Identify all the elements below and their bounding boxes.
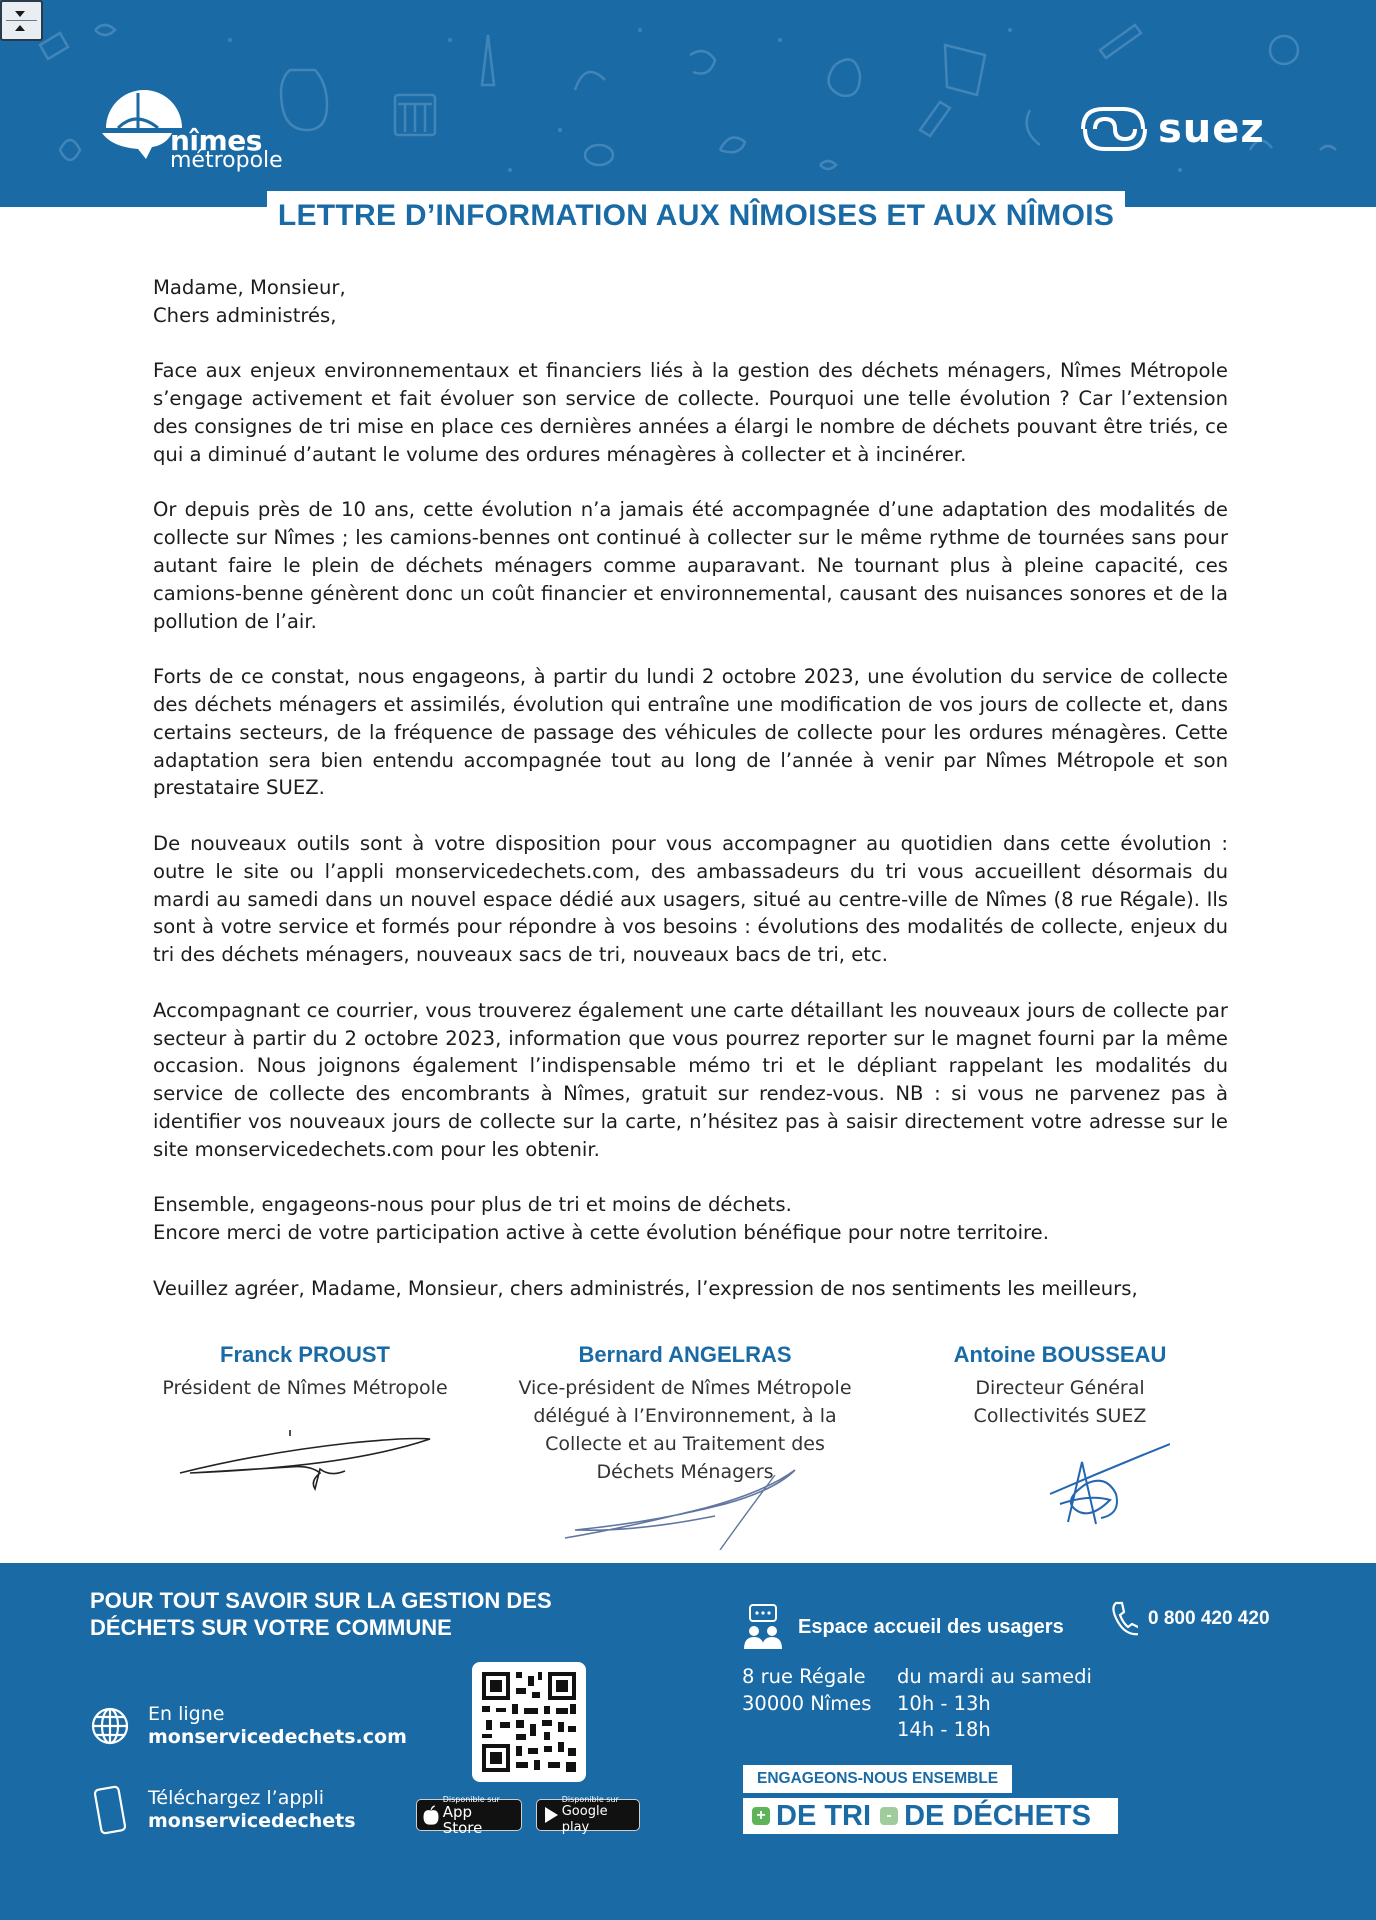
online-label: En ligne: [148, 1703, 225, 1725]
signature-angelras: [560, 1450, 820, 1550]
paragraph-5: Accompagnant ce courrier, vous trouverez également une carte détaillant les nouveaux jours de collecte par secteur à partir du 2 octobre 2023, information que vous pourrez reporter sur le magnet fourni par la même occasion. Nous joignons également l’indispensable mémo tri et le dépliant rappelant les modalités du service de collecte des encombrants à Nîmes, gratuit sur rendez-vous. NB : si vous ne parvenez pas à identifier vos nouveaux jours de collecte sur la carte, n’hésitez pas à saisir directement votre adresse sur le site monservicedechets.com pour les obtenir.: [153, 998, 1228, 1161]
footer-headline: POUR TOUT SAVOIR SUR LA GESTION DES DÉCHETS SUR VOTRE COMMUNE: [90, 1588, 552, 1640]
globe-icon: [90, 1706, 130, 1746]
signatory-name: Franck PROUST: [220, 1342, 390, 1367]
header-banner: [0, 0, 1376, 207]
qr-code[interactable]: [472, 1662, 586, 1782]
salutation: [153, 274, 1228, 330]
signatory-1: [140, 1342, 470, 1402]
phone-icon: [1108, 1600, 1138, 1638]
logo-text-nimes: nîmes: [170, 124, 262, 157]
chevron-down-icon: [15, 11, 25, 17]
app-name: monservicedechets: [148, 1810, 356, 1832]
paragraph-2: Or depuis près de 10 ans, cette évolution n’a jamais été accompagnée d’une adaptation des modalités de collecte sur Nîmes ; les camions-bennes ont continué à collecter sur le même rythme de tournées sans pour autant faire le plein de déchets ménagers comme auparavant. Ne tournant plus à pleine capacité, ces camions-benne génèrent donc un coût financier et environnemental, causant des nuisances sonores et de la pollution de l’air.: [153, 498, 1228, 633]
qr-code-icon: [472, 1662, 586, 1782]
address: 8 rue Régale 30000 Nîmes: [742, 1665, 872, 1715]
paragraph-6-line-1: Ensemble, engageons-nous pour plus de tri et moins de déchets.: [153, 1193, 792, 1217]
signatory-3: [910, 1342, 1210, 1430]
people-chat-icon: [742, 1603, 784, 1651]
app-store-button[interactable]: Disponible sur App Store: [416, 1799, 522, 1831]
paragraph-4: De nouveaux outils sont à votre disposition pour vous accompagner au quotidien dans cette évolution : outre le site ou l’appli monservicedechets.com, des ambassadeurs du tri vous accueillent désormais du mardi au samedi dans un nouvel espace dédié aux usagers, situé au centre-ville de Nîmes (8 rue Régale). Ils sont à votre service et formés pour répondre à vos besoins : évolutions des modalités de collecte, enjeux du tri des déchets ménagers, nouveaux sacs de tri, nouveaux bacs de tri, etc.: [153, 831, 1228, 967]
signature-proust: [175, 1425, 445, 1505]
engage-banner-bottom: + DE TRI - DE DÉCHETS: [743, 1798, 1118, 1834]
chevron-up-icon: [15, 25, 25, 31]
accueil-usagers: [742, 1603, 1064, 1651]
signatory-role: Directeur Général Collectivités SUEZ: [973, 1377, 1147, 1427]
google-play-button[interactable]: Disponible sur Google play: [536, 1799, 640, 1831]
online-link[interactable]: [90, 1703, 407, 1749]
suez-logo-icon: [1075, 104, 1155, 154]
letter-body: [153, 274, 1228, 1330]
footer: [0, 1563, 1376, 1920]
paragraph-6-line-2: Encore merci de votre participation active à cette évolution bénéfique pour notre territoire.: [153, 1221, 1049, 1245]
apple-icon: [423, 1805, 439, 1825]
plus-icon: +: [752, 1807, 770, 1825]
suez-logo-text: suez: [1158, 106, 1265, 152]
signature-bousseau: [1030, 1432, 1170, 1532]
signatory-name: Bernard ANGELRAS: [578, 1342, 792, 1367]
paragraph-3: Forts de ce constat, nous engageons, à partir du lundi 2 octobre 2023, une évolution du service de collecte des déchets ménagers et assimilés, évolution qui entraîne une modification de vos jours de collecte et, dans certains secteurs, de la fréquence de passage des véhicules de collecte pour les ordures ménagères. Cette adaptation sera bien entendu accompagnée tout au long de l’année à venir par Nîmes Métropole et son prestataire SUEZ.: [153, 665, 1228, 800]
signatory-name: Antoine BOUSSEAU: [953, 1342, 1167, 1367]
app-label: Téléchargez l’appli: [148, 1787, 325, 1809]
signatory-role: Vice-président de Nîmes Métropole délégué à l’Environnement, à la Collecte et au Traitement des Déchets Ménagers: [518, 1377, 852, 1483]
salutation-line-2: Chers administrés,: [153, 303, 337, 327]
collapse-toggle-button[interactable]: [0, 0, 43, 41]
paragraph-6: [153, 1191, 1228, 1247]
google-play-icon: [543, 1805, 558, 1825]
minus-icon: -: [880, 1807, 898, 1825]
opening-hours: du mardi au samedi 10h - 13h 14h - 18h: [897, 1665, 1092, 1741]
phone-number[interactable]: 0 800 420 420: [1108, 1600, 1270, 1638]
closing-line: Veuillez agréer, Madame, Monsieur, chers administrés, l’expression de nos sentiments les meilleurs,: [153, 1276, 1138, 1300]
logo-text-metropole: métropole: [170, 148, 283, 173]
salutation-line-1: Madame, Monsieur,: [153, 276, 346, 299]
accueil-label: Espace accueil des usagers: [798, 1615, 1064, 1638]
paragraph-1: Face aux enjeux environnementaux et financiers liés à la gestion des déchets ménagers, Nîmes Métropole s’engage activement et fait évoluer son service de collecte. Pourquoi une telle évolution ? Car l’extension des consignes de tri mise en place ces dernières années a élargi le nombre de déchets pouvant être triés, ce qui a diminué d’autant le volume des ordures ménagères à collecter et à incinérer.: [153, 359, 1228, 466]
waste-pattern-illustration: [0, 0, 1376, 207]
engage-banner-top: ENGAGEONS-NOUS ENSEMBLE: [743, 1765, 1012, 1793]
smartphone-icon: [90, 1785, 130, 1835]
page-title: LETTRE D’INFORMATION AUX NÎMOISES ET AUX NÎMOIS: [277, 199, 1115, 232]
signatures-block: [0, 1342, 1376, 1542]
online-site-link[interactable]: monservicedechets.com: [148, 1726, 407, 1748]
app-download[interactable]: [90, 1785, 356, 1835]
signatory-role: Président de Nîmes Métropole: [162, 1377, 448, 1399]
